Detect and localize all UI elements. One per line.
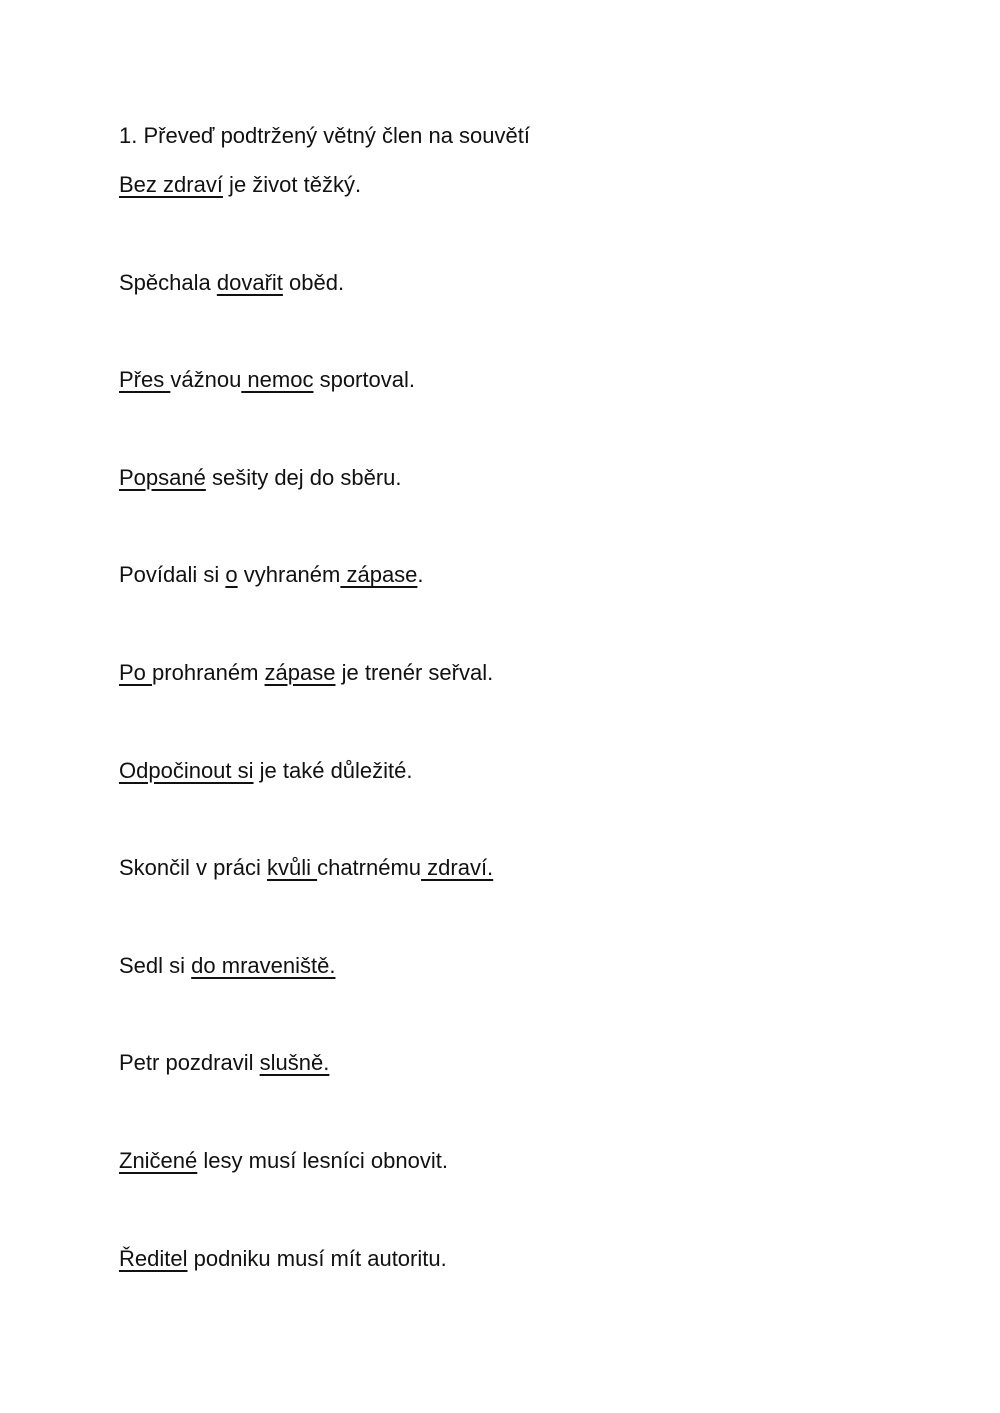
text-segment: lesy musí lesníci obnovit. bbox=[197, 1148, 448, 1173]
text-segment: sportoval. bbox=[313, 367, 415, 393]
underlined-segment: nemoc bbox=[241, 367, 314, 393]
text-segment: je život těžký. bbox=[222, 172, 362, 197]
sentence-line bbox=[119, 1048, 329, 1078]
text-segment: podniku musí mít autoritu. bbox=[187, 1245, 447, 1271]
underlined-segment: kvůli bbox=[266, 855, 318, 881]
sentence-line bbox=[119, 1244, 447, 1274]
underlined-segment: do mraveniště. bbox=[191, 952, 336, 978]
underlined-segment: zápase bbox=[340, 562, 418, 588]
underlined-segment: Popsané bbox=[119, 464, 206, 490]
underlined-segment: Odpočinout si bbox=[119, 757, 254, 783]
text-segment: Sedl si bbox=[119, 952, 192, 978]
underlined-segment: Ředitel bbox=[119, 1245, 188, 1271]
sentence-line bbox=[119, 170, 361, 200]
text-segment: prohraném bbox=[152, 660, 265, 685]
sentence-line bbox=[119, 268, 344, 298]
text-segment: Povídali si bbox=[119, 562, 226, 588]
underlined-segment: Zničené bbox=[119, 1148, 198, 1173]
text-segment: . bbox=[417, 562, 424, 588]
sentence-line bbox=[119, 658, 493, 688]
underlined-segment: zápase bbox=[264, 660, 336, 685]
underlined-segment: Přes bbox=[119, 367, 171, 393]
underlined-segment: Po bbox=[119, 660, 153, 685]
text-segment: vyhraném bbox=[237, 562, 341, 588]
sentence-line bbox=[119, 756, 413, 786]
sentence-line bbox=[119, 853, 493, 883]
underlined-segment: o bbox=[225, 562, 238, 588]
task-title: 1. Převeď podtržený větný člen na souvětí bbox=[119, 123, 530, 148]
sentence-line bbox=[119, 560, 424, 590]
text-segment: vážnou bbox=[170, 367, 242, 393]
text-segment: Petr pozdravil bbox=[119, 1050, 260, 1076]
sentence-line bbox=[119, 1146, 448, 1176]
text-segment: chatrnému bbox=[317, 855, 422, 881]
text-segment: Spěchala bbox=[119, 269, 217, 295]
underlined-segment: dovařit bbox=[216, 269, 283, 295]
underlined-segment: Bez zdraví bbox=[119, 172, 223, 197]
text-segment: oběd. bbox=[282, 269, 345, 295]
sentence-line bbox=[119, 365, 415, 395]
underlined-segment: zdraví. bbox=[421, 855, 494, 881]
text-segment: sešity dej do sběru. bbox=[205, 464, 402, 490]
underlined-segment: slušně. bbox=[259, 1050, 330, 1076]
text-segment: je trenér seřval. bbox=[335, 660, 494, 685]
text-segment: Skončil v práci bbox=[119, 855, 267, 881]
text-segment: je také důležité. bbox=[253, 757, 413, 783]
sentence-line bbox=[119, 463, 402, 493]
sentence-line bbox=[119, 951, 335, 981]
